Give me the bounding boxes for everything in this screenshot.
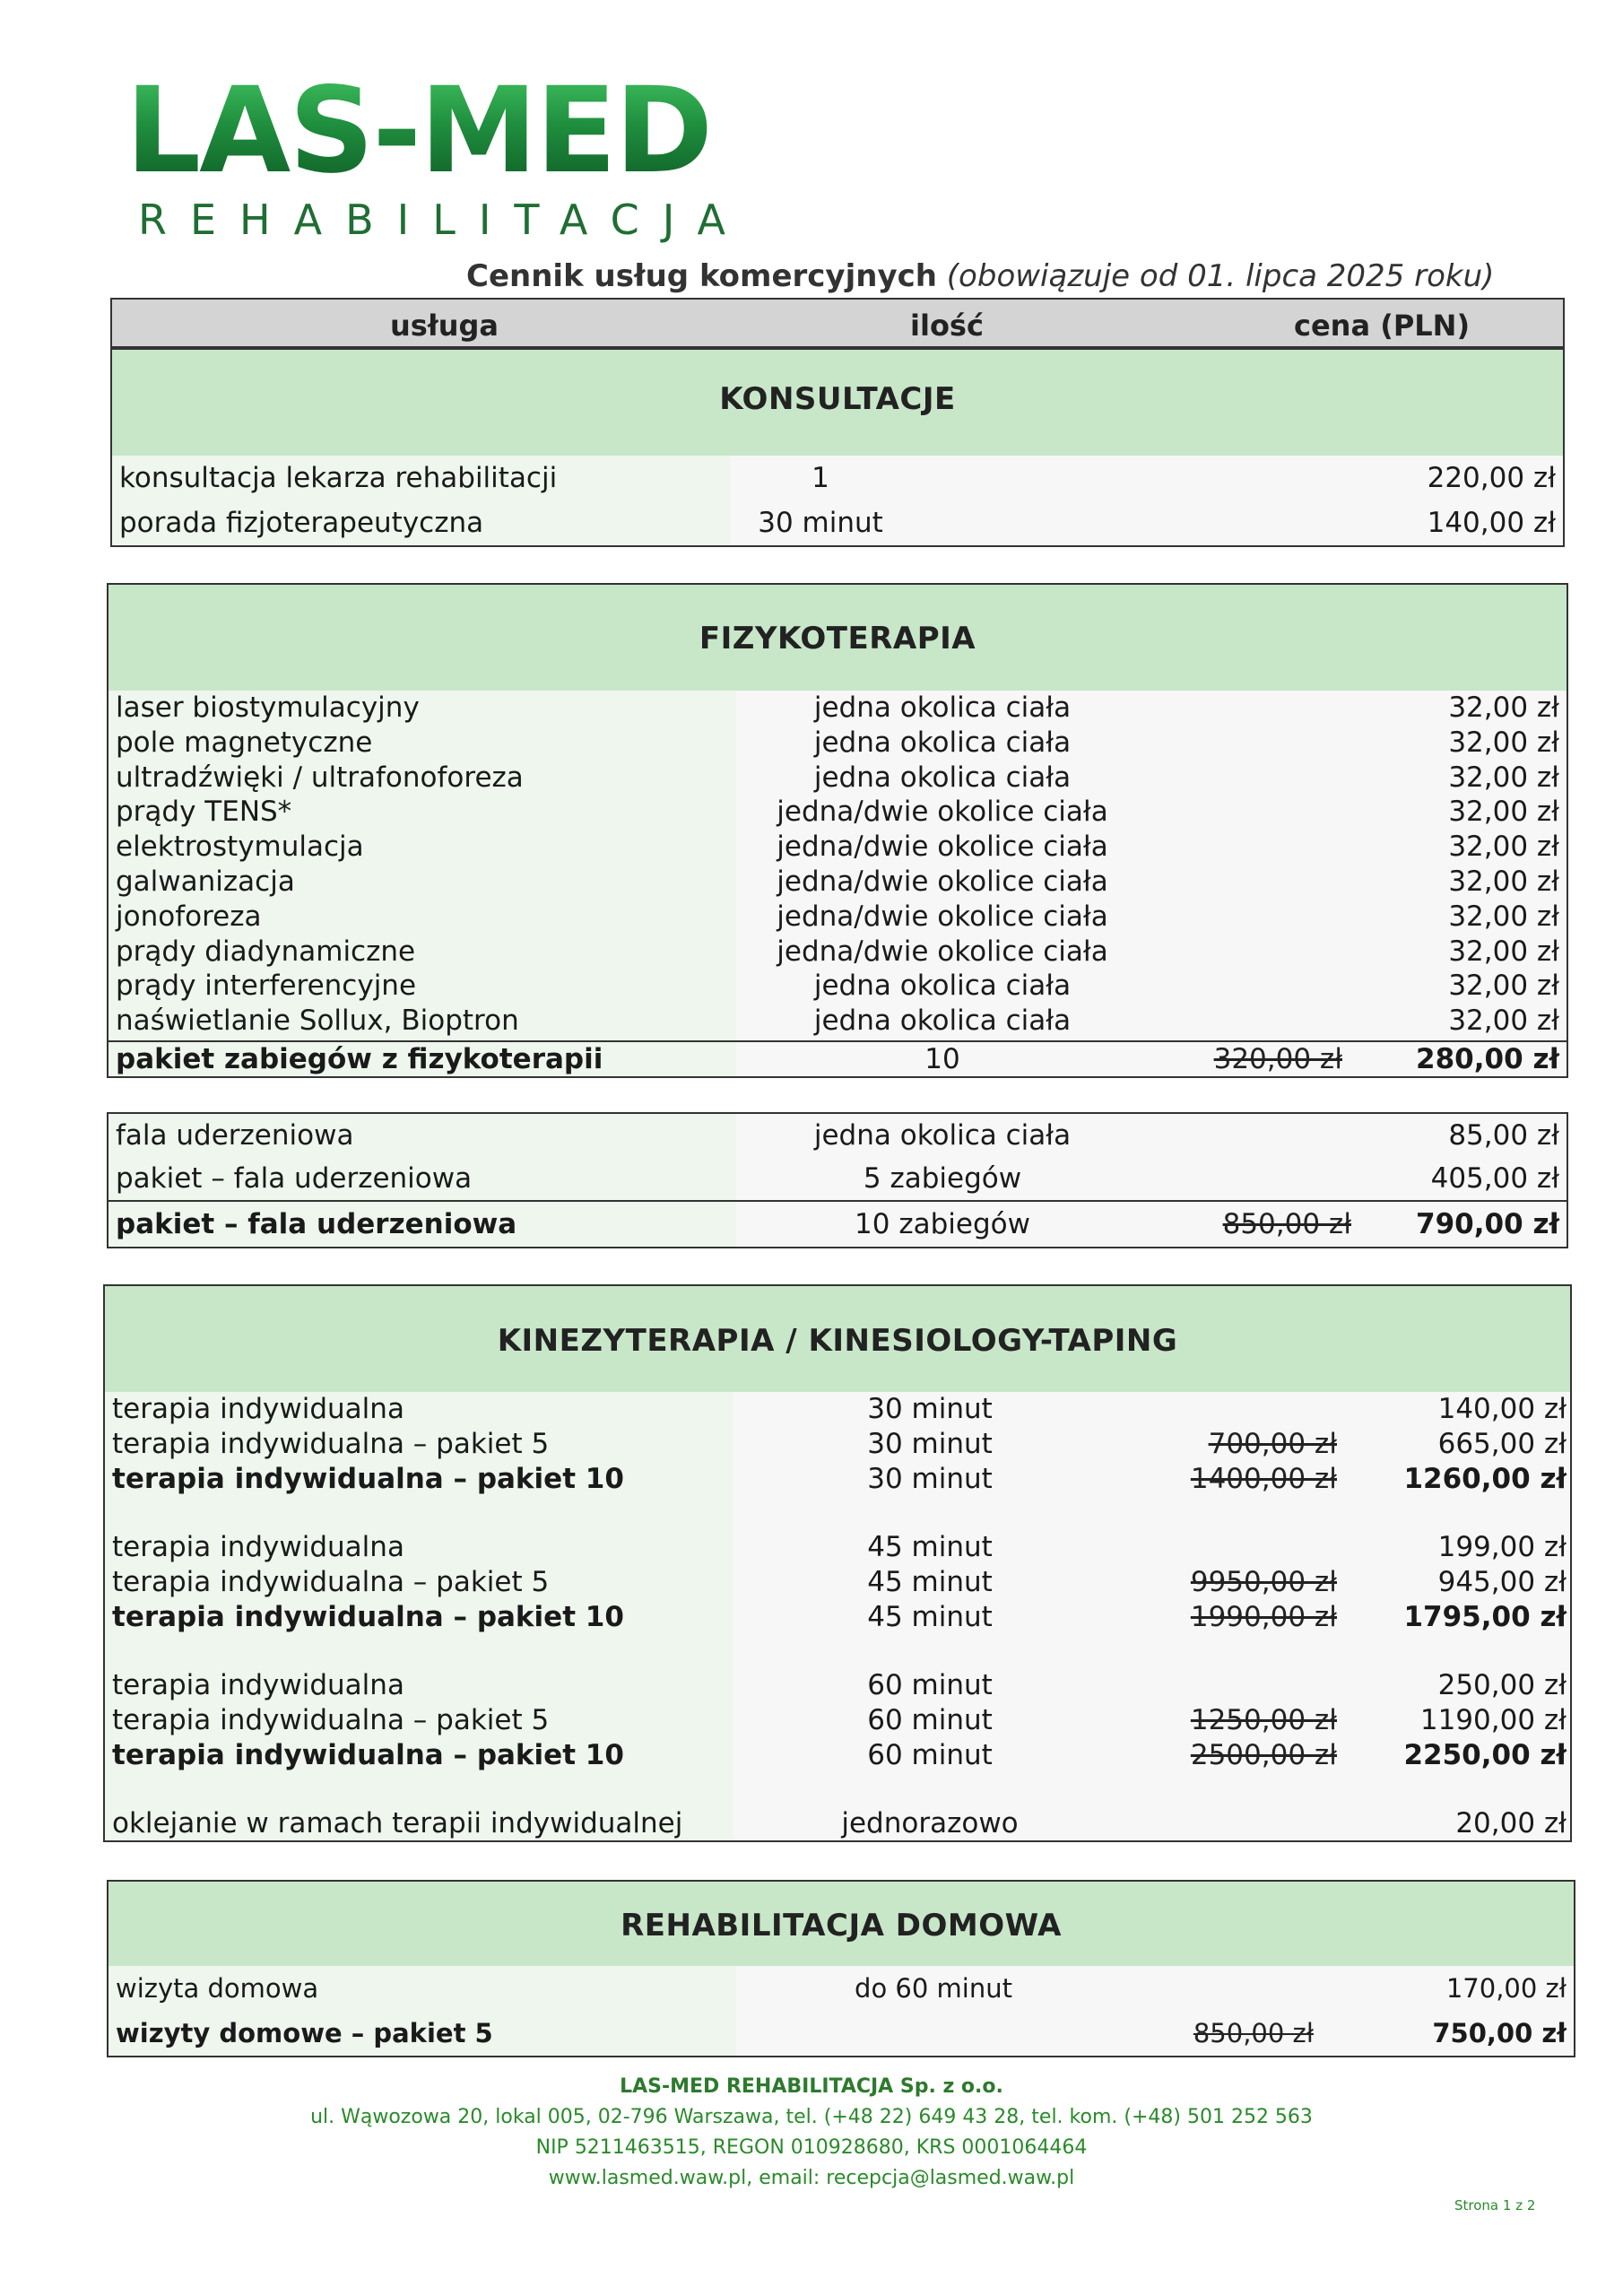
price: 20,00 zł: [1455, 1807, 1567, 1839]
price-row: [108, 1114, 1567, 1157]
service-name: oklejanie w ramach terapii indywidualnej: [112, 1807, 683, 1839]
price-row: [112, 500, 1563, 545]
old-price: 320,00 zł: [1213, 1043, 1342, 1075]
price: 32,00 zł: [1448, 970, 1559, 1003]
quantity: jedna okolica ciała: [813, 761, 1072, 794]
section-kinezyterapia: [103, 1284, 1572, 1842]
price: 32,00 zł: [1448, 761, 1559, 794]
price: 665,00 zł: [1437, 1428, 1567, 1460]
service-name: pakiet – fala uderzeniowa: [116, 1162, 473, 1195]
price-row: [105, 1738, 1570, 1773]
old-price: 1250,00 zł: [1190, 1704, 1337, 1736]
service-name: terapia indywidualna – pakiet 10: [112, 1601, 624, 1633]
document-title: [466, 258, 1494, 294]
service-name: konsultacja lekarza rehabilitacji: [119, 462, 558, 494]
service-name: porada fizjoterapeutyczna: [119, 507, 484, 539]
section-konsultacje: [110, 348, 1565, 547]
price-row: [108, 2011, 1574, 2056]
price: 140,00 zł: [1437, 1393, 1567, 1425]
header-price: cena (PLN): [1294, 309, 1471, 343]
price-row: [108, 830, 1567, 865]
header-quantity: ilość: [910, 309, 984, 343]
service-name: pakiet – fala uderzeniowa: [116, 1208, 517, 1240]
price-row: [112, 456, 1563, 500]
footer-registration: NIP 5211463515, REGON 010928680, KRS 0001064464: [535, 2136, 1088, 2159]
section-title: KONSULTACJE: [112, 350, 1563, 456]
service-name: laser biostymulacyjny: [116, 691, 420, 724]
package-row: [108, 1042, 1567, 1076]
service-name: prądy TENS*: [116, 796, 292, 829]
service-name: terapia indywidualna – pakiet 5: [112, 1566, 550, 1598]
quantity: jedna okolica ciała: [813, 726, 1072, 759]
quantity: jedna okolica ciała: [813, 1004, 1072, 1038]
section-title: REHABILITACJA DOMOWA: [108, 1882, 1574, 1966]
service-name: terapia indywidualna – pakiet 10: [112, 1739, 624, 1771]
price-row: [108, 691, 1567, 726]
service-name: terapia indywidualna: [112, 1669, 404, 1701]
price: 32,00 zł: [1448, 935, 1559, 968]
old-price: 700,00 zł: [1208, 1428, 1337, 1460]
price: 1260,00 zł: [1403, 1463, 1567, 1495]
price: 280,00 zł: [1416, 1043, 1559, 1075]
service-name: elektrostymulacja: [116, 831, 364, 864]
quantity: jedna/dwie okolice ciała: [777, 935, 1108, 968]
service-name: terapia indywidualna: [112, 1531, 404, 1563]
service-name: terapia indywidualna – pakiet 5: [112, 1704, 550, 1736]
section-fala-uderzeniowa: [107, 1112, 1568, 1248]
price: 140,00 zł: [1427, 507, 1556, 539]
page-number: Strona 1 z 2: [1454, 2197, 1536, 2213]
service-name: fala uderzeniowa: [116, 1119, 354, 1152]
service-name: prądy diadynamiczne: [116, 935, 416, 968]
price-row: [108, 865, 1567, 900]
price: 170,00 zł: [1445, 1973, 1567, 2004]
quantity: 30 minut: [867, 1463, 993, 1495]
quantity: 60 minut: [867, 1669, 993, 1701]
title-main: Cennik usług komercyjnych: [466, 258, 937, 294]
quantity: 60 minut: [867, 1739, 993, 1771]
quantity: jedna/dwie okolice ciała: [777, 831, 1108, 864]
price-row: [108, 761, 1567, 796]
old-price: 2500,00 zł: [1190, 1739, 1337, 1771]
price: 220,00 zł: [1427, 462, 1556, 494]
quantity: 45 minut: [867, 1566, 993, 1598]
section-title: KINEZYTERAPIA / KINESIOLOGY-TAPING: [105, 1286, 1570, 1392]
price-row: [105, 1703, 1570, 1738]
service-name: pole magnetyczne: [116, 726, 373, 759]
old-price: 1990,00 zł: [1190, 1601, 1337, 1633]
old-price: 850,00 zł: [1222, 1208, 1351, 1240]
quantity: 10 zabiegów: [855, 1208, 1030, 1240]
quantity: 5 zabiegów: [863, 1162, 1022, 1195]
footer-address: ul. Wąwozowa 20, lokal 005, 02-796 Warszawa, tel. (+48 22) 649 43 28, tel. kom. (+48) 501 252 563: [310, 2106, 1313, 2128]
price: 32,00 zł: [1448, 1004, 1559, 1038]
price: 2250,00 zł: [1403, 1739, 1567, 1771]
quantity: jedna/dwie okolice ciała: [777, 900, 1108, 933]
price: 790,00 zł: [1416, 1208, 1559, 1240]
service-name: wizyta domowa: [116, 1973, 319, 2004]
logo-wordmark: LAS-MED: [126, 72, 749, 190]
price-row: [108, 1157, 1567, 1200]
price-row: [105, 1565, 1570, 1600]
quantity: 30 minut: [758, 507, 883, 539]
price: 32,00 zł: [1448, 831, 1559, 864]
quantity: jedna/dwie okolice ciała: [777, 865, 1108, 898]
quantity: 60 minut: [867, 1704, 993, 1736]
service-name: jonoforeza: [116, 900, 262, 933]
price: 32,00 zł: [1448, 900, 1559, 933]
service-name: terapia indywidualna – pakiet 10: [112, 1463, 624, 1495]
price: 32,00 zł: [1448, 726, 1559, 759]
price-row: [105, 1462, 1570, 1497]
price: 85,00 zł: [1448, 1119, 1559, 1152]
package-separator: [108, 1200, 1567, 1202]
footer-contact: www.lasmed.waw.pl, email: recepcja@lasmed.waw.pl: [548, 2167, 1075, 2189]
price: 199,00 zł: [1437, 1531, 1567, 1563]
quantity: 10: [924, 1043, 960, 1075]
old-price: 850,00 zł: [1193, 2018, 1314, 2048]
old-price: 9950,00 zł: [1190, 1566, 1337, 1598]
title-validity-note: (obowiązuje od 01. lipca 2025 roku): [946, 258, 1495, 294]
price-row: [105, 1806, 1570, 1841]
service-name: pakiet zabiegów z fizykoterapii: [116, 1043, 603, 1075]
section-title: FIZYKOTERAPIA: [108, 585, 1567, 691]
quantity: 30 minut: [867, 1393, 993, 1425]
quantity: jedna okolica ciała: [813, 1119, 1072, 1152]
service-name: wizyty domowe – pakiet 5: [116, 2018, 493, 2048]
price: 945,00 zł: [1437, 1566, 1567, 1598]
price-row: [105, 1530, 1570, 1565]
price-row: [108, 1966, 1574, 2011]
price: 750,00 zł: [1432, 2018, 1567, 2048]
price-row: [105, 1392, 1570, 1427]
footer-company: LAS-MED REHABILITACJA Sp. z o.o.: [620, 2075, 1003, 2098]
price-row: [108, 969, 1567, 1004]
table-header: [110, 298, 1565, 348]
section-fizykoterapia: [107, 583, 1568, 1078]
company-logo: [126, 62, 749, 244]
price-row: [108, 795, 1567, 830]
old-price: 1400,00 zł: [1190, 1463, 1337, 1495]
quantity: do 60 minut: [855, 1973, 1012, 2004]
quantity: jednorazowo: [841, 1807, 1019, 1839]
price-row: [108, 900, 1567, 935]
price: 1190,00 zł: [1419, 1704, 1567, 1736]
package-row: [108, 1202, 1567, 1247]
service-name: galwanizacja: [116, 865, 295, 898]
quantity: 1: [812, 462, 829, 494]
price: 32,00 zł: [1448, 865, 1559, 898]
section-rehabilitacja-domowa: [107, 1880, 1575, 2057]
service-name: terapia indywidualna: [112, 1393, 404, 1425]
price: 32,00 zł: [1448, 691, 1559, 724]
logo-subtitle: REHABILITACJA: [138, 196, 749, 244]
quantity: 45 minut: [867, 1601, 993, 1633]
quantity: 45 minut: [867, 1531, 993, 1563]
service-name: prądy interferencyjne: [116, 970, 417, 1003]
price-row: [105, 1600, 1570, 1635]
price-row: [108, 726, 1567, 761]
header-service: usługa: [390, 309, 499, 343]
service-name: ultradźwięki / ultrafonoforeza: [116, 761, 524, 794]
package-separator: [108, 1040, 1567, 1042]
service-name: terapia indywidualna – pakiet 5: [112, 1428, 550, 1460]
price-row: [108, 1004, 1567, 1039]
price-row: [105, 1427, 1570, 1462]
price-row: [108, 935, 1567, 970]
quantity: jedna okolica ciała: [813, 970, 1072, 1003]
price: 405,00 zł: [1430, 1162, 1559, 1195]
quantity: jedna okolica ciała: [813, 691, 1072, 724]
price: 1795,00 zł: [1403, 1601, 1567, 1633]
price: 32,00 zł: [1448, 796, 1559, 829]
service-name: naświetlanie Sollux, Bioptron: [116, 1004, 519, 1038]
price: 250,00 zł: [1437, 1669, 1567, 1701]
quantity: jedna/dwie okolice ciała: [777, 796, 1108, 829]
quantity: 30 minut: [867, 1428, 993, 1460]
price-row: [105, 1668, 1570, 1703]
